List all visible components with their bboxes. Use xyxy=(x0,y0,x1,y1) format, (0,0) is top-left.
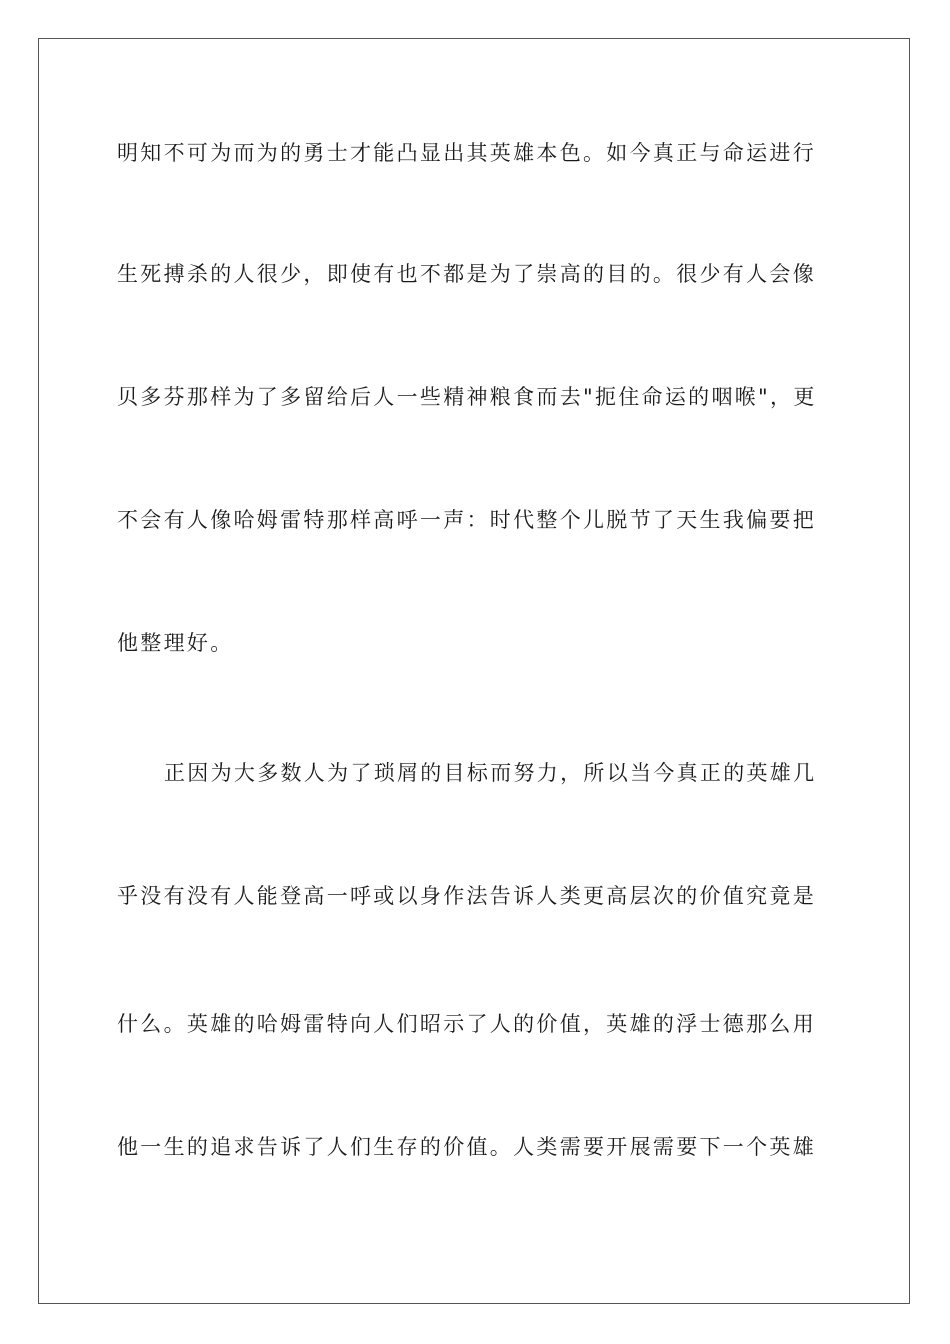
text-line-2: 生死搏杀的人很少，即使有也不都是为了崇高的目的。很少有人会像 xyxy=(117,262,816,286)
text-line-4: 不会有人像哈姆雷特那样高呼一声：时代整个儿脱节了天生我偏要把 xyxy=(117,508,816,532)
text-line-7: 乎没有没有人能登高一呼或以身作法告诉人类更高层次的价值究竟是 xyxy=(117,884,816,908)
page-border xyxy=(38,38,910,1304)
text-line-6: 正因为大多数人为了琐屑的目标而努力，所以当今真正的英雄几 xyxy=(164,761,817,785)
text-line-1: 明知不可为而为的勇士才能凸显出其英雄本色。如今真正与命运进行 xyxy=(117,141,816,165)
text-line-3: 贝多芬那样为了多留给后人一些精神粮食而去"扼住命运的咽喉"，更 xyxy=(117,385,817,409)
text-line-9: 他一生的追求告诉了人们生存的价值。人类需要开展需要下一个英雄 xyxy=(117,1135,816,1159)
text-line-8: 什么。英雄的哈姆雷特向人们昭示了人的价值，英雄的浮士德那么用 xyxy=(117,1012,816,1036)
text-line-5: 他整理好。 xyxy=(117,631,234,655)
